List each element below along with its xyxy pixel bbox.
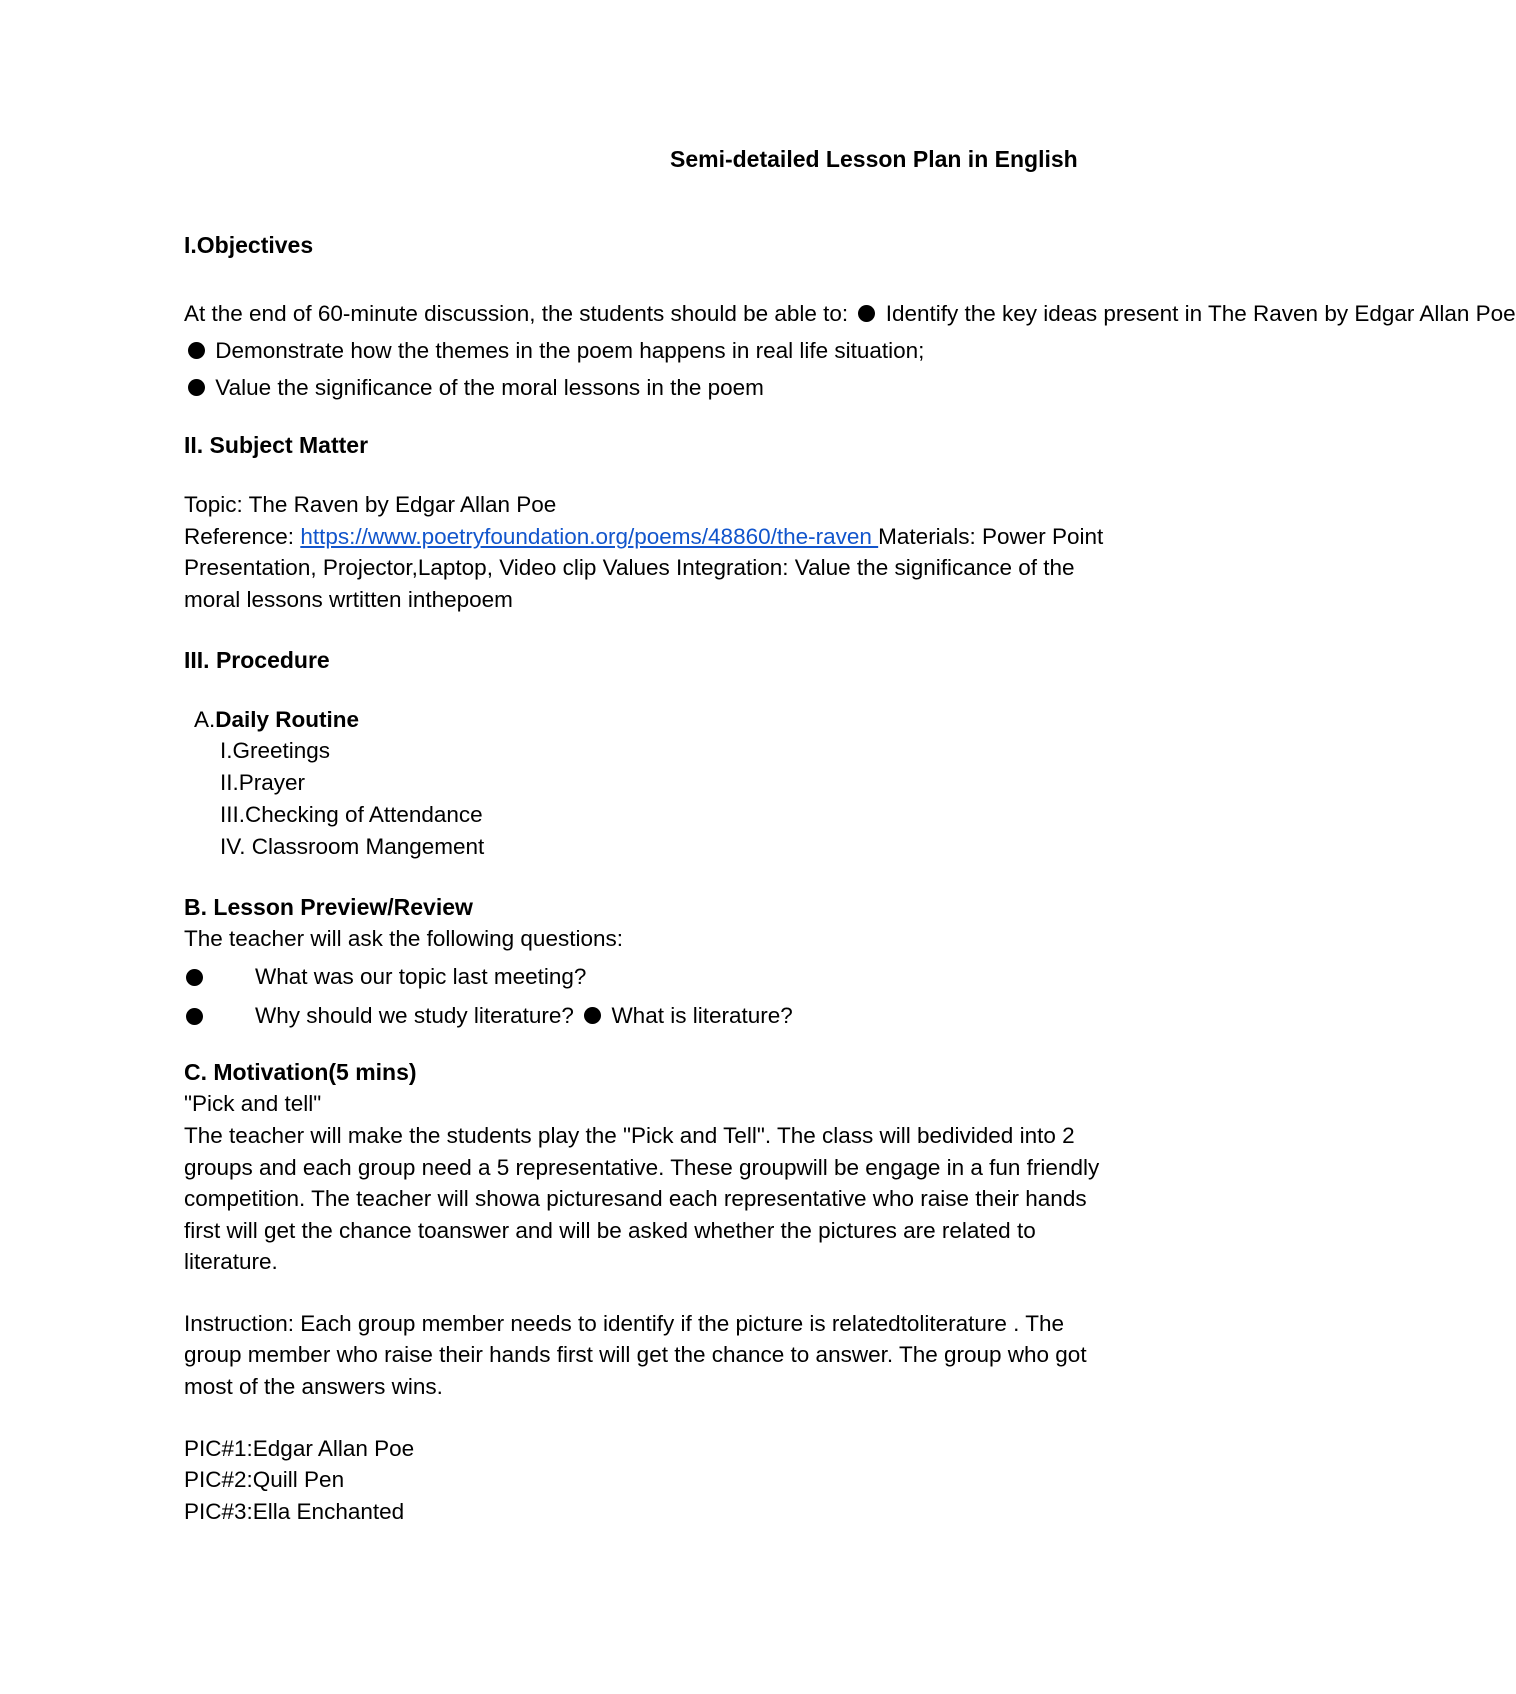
routine-item: IV. Classroom Mangement xyxy=(220,834,485,859)
motivation-paragraph-line: groups and each group need a 5 representative. These groupwill be engage in a fun friendly xyxy=(184,1155,1100,1180)
pic-item: PIC#3:Ella Enchanted xyxy=(184,1499,405,1524)
reference-label: Reference: xyxy=(184,524,301,549)
subject-matter-heading: II. Subject Matter xyxy=(184,432,369,458)
materials-label: Materials: Power Point xyxy=(878,524,1104,549)
objective-item-3: Value the significance of the moral lessons in the poem xyxy=(215,375,764,400)
procedure-heading: III. Procedure xyxy=(184,647,330,673)
instruction-paragraph-line: group member who raise their hands first will get the chance to answer. The group who got xyxy=(184,1342,1087,1367)
bullet-icon xyxy=(188,342,205,359)
bullet-icon xyxy=(584,1007,601,1024)
motivation-game: "Pick and tell" xyxy=(184,1091,322,1116)
motivation-paragraph-line: literature. xyxy=(184,1249,278,1274)
motivation-heading: C. Motivation(5 mins) xyxy=(184,1059,417,1085)
objectives-line-1 xyxy=(184,301,1516,327)
routine-item: II.Prayer xyxy=(220,770,306,795)
daily-routine-prefix: A. xyxy=(194,707,216,732)
daily-routine-heading xyxy=(194,707,359,733)
preview-question-line-2 xyxy=(255,1003,793,1029)
preview-question-2: Why should we study literature? xyxy=(255,1003,574,1028)
instruction-paragraph-line: Instruction: Each group member needs to identify if the picture is relatedtoliterature . The xyxy=(184,1311,1065,1336)
bullet-icon xyxy=(186,1008,203,1025)
topic-line: Topic: The Raven by Edgar Allan Poe xyxy=(184,492,557,517)
motivation-paragraph-line: competition. The teacher will showa picturesand each representative who raise their hands xyxy=(184,1186,1087,1211)
preview-intro: The teacher will ask the following questions: xyxy=(184,926,623,951)
preview-question-3: What is literature? xyxy=(611,1003,793,1028)
motivation-paragraph-line: The teacher will make the students play the "Pick and Tell". The class will bedivided into 2 xyxy=(184,1123,1075,1148)
routine-item: III.Checking of Attendance xyxy=(220,802,483,827)
document-title: Semi-detailed Lesson Plan in English xyxy=(670,146,1078,172)
objectives-line-2 xyxy=(184,338,924,364)
bullet-icon xyxy=(188,379,205,396)
values-line: moral lessons wrtitten inthepoem xyxy=(184,587,513,612)
bullet-icon xyxy=(186,969,203,986)
objective-item-1: Identify the key ideas present in The Raven by Edgar Allan Poe xyxy=(885,301,1516,326)
materials-line: Presentation, Projector,Laptop, Video clip Values Integration: Value the significance of the xyxy=(184,555,1075,580)
preview-heading: B. Lesson Preview/Review xyxy=(184,894,473,920)
objectives-intro: At the end of 60-minute discussion, the students should be able to: xyxy=(184,301,849,326)
preview-question-1: What was our topic last meeting? xyxy=(255,964,587,989)
objectives-heading: I.Objectives xyxy=(184,232,314,258)
routine-item: I.Greetings xyxy=(220,738,331,763)
motivation-paragraph-line: first will get the chance toanswer and will be asked whether the pictures are related to xyxy=(184,1218,1036,1243)
pic-item: PIC#1:Edgar Allan Poe xyxy=(184,1436,415,1461)
objectives-line-3 xyxy=(184,375,764,401)
daily-routine-label: Daily Routine xyxy=(215,707,360,732)
reference-line xyxy=(184,524,1103,550)
instruction-paragraph-line: most of the answers wins. xyxy=(184,1374,443,1399)
objective-item-2: Demonstrate how the themes in the poem happens in real life situation; xyxy=(215,338,925,363)
reference-link[interactable]: https://www.poetryfoundation.org/poems/48860/the-raven xyxy=(300,524,879,549)
bullet-icon xyxy=(858,305,875,322)
pic-item: PIC#2:Quill Pen xyxy=(184,1467,345,1492)
